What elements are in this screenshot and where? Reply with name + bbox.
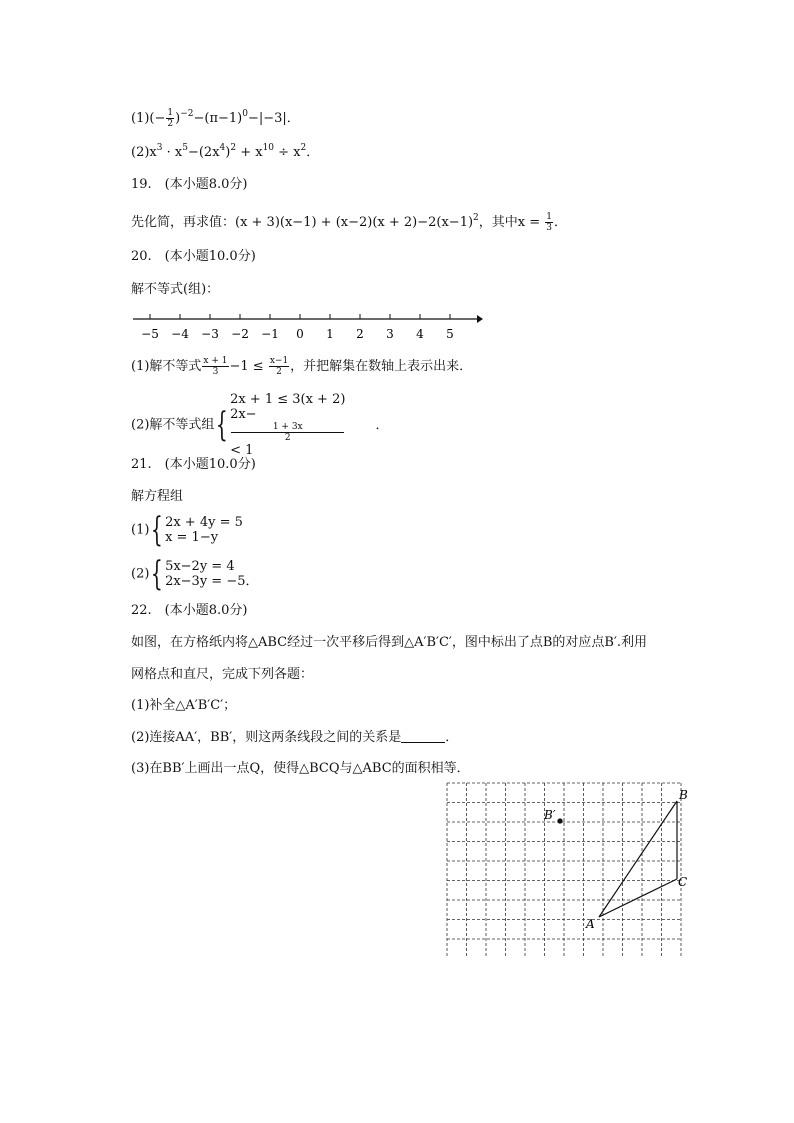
- q19-text-b: ，其中x =: [478, 215, 545, 230]
- q22-header: 22. (本小题8.0分): [131, 603, 248, 618]
- q20-line2-a: 2x−: [230, 407, 257, 422]
- number-line-tick-label: −3: [201, 327, 219, 341]
- q22-text2: 网格点和直尺，完成下列各题：: [131, 667, 314, 682]
- q18-p1-close: ): [175, 111, 181, 126]
- label-a: A: [586, 917, 595, 931]
- q21-p2-label: (2): [131, 566, 150, 582]
- q18-p1-exp1: −2: [180, 109, 194, 119]
- q21-p1-line2: x = 1−y: [165, 530, 219, 545]
- q20-line2-frac: [231, 422, 344, 443]
- answer-blank: [401, 730, 445, 743]
- q20-header: 20. (本小题10.0分): [131, 249, 256, 264]
- q20-p1-frac1-den: 3: [212, 367, 219, 377]
- q20-system-line1: 2x + 1 ≤ 3(x + 2): [230, 392, 346, 407]
- q19-frac-den: 3: [546, 223, 553, 233]
- q18-p1-frac-den: 2: [167, 119, 174, 129]
- number-line-tick-label: −5: [141, 327, 159, 341]
- number-line-tick-label: −1: [261, 327, 279, 341]
- q20-p1-frac2: [269, 356, 289, 377]
- q18-p1-prefix: (1)(−: [131, 111, 166, 126]
- q20-p2-end: ．: [375, 417, 389, 433]
- number-line-tick-label: 2: [356, 327, 364, 341]
- q21-p1-brace-icon: {: [151, 510, 164, 550]
- q21-part1: [131, 510, 243, 550]
- q18-p2-f: ÷ x: [274, 145, 301, 160]
- q19-text-c: ．: [554, 215, 568, 230]
- q18-part1: [131, 108, 300, 129]
- number-line-tick-label: 5: [446, 327, 454, 341]
- q20-system-line2: [230, 407, 345, 458]
- point-b-prime: [557, 818, 562, 823]
- q20-part1: [131, 356, 472, 377]
- q20-p1-frac2-num: x−1: [269, 356, 289, 366]
- q20-p1-frac2-den: 2: [276, 367, 282, 377]
- q21-p2-line1: 5x−2y = 4: [165, 559, 235, 574]
- q20-brace-icon: {: [216, 405, 229, 445]
- q18-p2-e4: 2: [230, 143, 237, 153]
- q18-p1-mid: −(π−1): [193, 111, 243, 126]
- q21-p2-line2: 2x−3y = −5．: [165, 574, 259, 589]
- q20-intro: 解不等式(组)：: [131, 282, 220, 297]
- number-line: [125, 306, 485, 346]
- q18-p1-end: −|−3|．: [247, 111, 300, 126]
- label-b: B: [679, 788, 688, 802]
- q18-p1-fraction: [166, 108, 174, 129]
- label-b-prime: B′: [544, 808, 556, 822]
- q22-text1: 如图，在方格纸内将△ABC经过一次平移后得到△A′B′C′，图中标出了点B的对应点B′.利用: [131, 635, 648, 650]
- q18-p2-e3: 4: [219, 143, 226, 153]
- number-line-tick-label: 4: [416, 327, 424, 341]
- q20-p1-b: −1 ≤: [229, 359, 268, 374]
- q19-text: [131, 212, 567, 233]
- q21-part2: [131, 554, 259, 594]
- q20-part2: [131, 392, 388, 458]
- q18-p2-b: · x: [162, 145, 183, 160]
- label-c: C: [678, 875, 688, 889]
- q21-p1-system: [165, 515, 243, 545]
- q18-p2-e6: 2: [300, 143, 307, 153]
- q20-p1-frac1: [202, 356, 228, 377]
- grid-lines: [447, 783, 681, 958]
- q22-part1: (1)补全△A′B′C′；: [131, 698, 237, 713]
- q18-p2-d: ): [225, 145, 231, 160]
- q21-p2-brace-icon: {: [151, 554, 164, 594]
- number-line-tick-label: 1: [326, 327, 334, 341]
- q21-header: 21. (本小题10.0分): [131, 457, 256, 472]
- q18-p2-c: −(2x: [187, 145, 220, 160]
- q20-p2-a: (2)解不等式组: [131, 417, 215, 433]
- q20-line2-frac-num: 1 + 3x: [231, 422, 344, 433]
- q18-p2-e: + x: [236, 145, 263, 160]
- q18-p1-exp2: 0: [242, 109, 248, 119]
- number-line-tick-label: 3: [386, 327, 394, 341]
- q18-p1-frac-num: 1: [167, 108, 174, 118]
- q21-p1-label: (1): [131, 522, 150, 538]
- q22-p2-end: ．: [445, 730, 459, 745]
- q19-frac-num: 1: [546, 212, 553, 222]
- segment-ca: [599, 879, 677, 917]
- q20-line2-frac-den: 2: [284, 433, 291, 443]
- grid-figure: [445, 782, 697, 958]
- number-line-arrow-icon: [477, 315, 483, 323]
- q18-p2-e5: 10: [262, 143, 275, 153]
- q21-p1-line1: 2x + 4y = 5: [165, 515, 243, 530]
- q21-intro: 解方程组: [131, 489, 184, 504]
- q18-p2-g: ．: [306, 145, 320, 160]
- q22-p2-text: (2)连接AA′，BB′，则这两条线段之间的关系是: [131, 730, 402, 745]
- number-line-tick-label: −4: [171, 327, 189, 341]
- q20-line2-b: < 1: [230, 443, 254, 458]
- q19-text-a: 先化简，再求值：(x + 3)(x−1) + (x−2)(x + 2)−2(x−1): [131, 215, 474, 230]
- q18-p2-e2: 5: [182, 143, 188, 153]
- q19-exp: 2: [473, 213, 479, 223]
- q19-fraction: [545, 212, 553, 233]
- q18-part2: [131, 144, 319, 162]
- q18-p2-e1: 3: [156, 143, 163, 153]
- q22-part2: [131, 729, 458, 747]
- q20-p1-c: ，并把解集在数轴上表示出来．: [290, 359, 473, 374]
- q20-p1-a: (1)解不等式: [131, 359, 202, 374]
- number-line-tick-label: −2: [231, 327, 249, 341]
- q21-p2-system: [165, 559, 258, 589]
- q20-p1-frac1-num: x + 1: [203, 356, 228, 366]
- segment-ab: [599, 801, 677, 917]
- q18-p2-a: (2)x: [131, 145, 157, 160]
- q22-part3: (3)在BB′上画出一点Q，使得△BCQ与△ABC的面积相等．: [131, 761, 470, 776]
- number-line-tick-label: 0: [296, 327, 304, 341]
- q20-system: [230, 392, 345, 458]
- q19-header: 19. (本小题8.0分): [131, 177, 248, 192]
